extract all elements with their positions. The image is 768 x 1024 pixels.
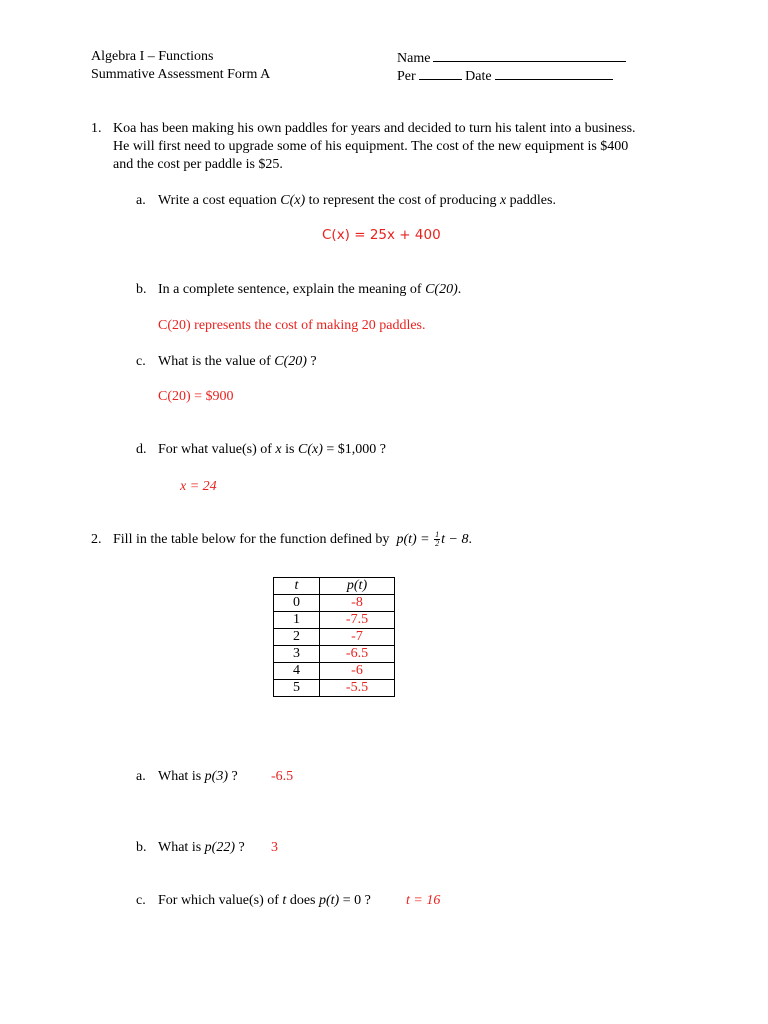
q2c-letter: c. [136, 893, 146, 908]
q1c-question: What is the value of C(20) ? [158, 354, 317, 369]
q1c-letter: c. [136, 354, 146, 369]
q1a-answer: C(x) = 25x + 400 [322, 227, 441, 243]
table-row [274, 646, 395, 663]
question-2-prompt: Fill in the table below for the function defined by p(t) = $\frac{1}{2}$ t − 8. [113, 530, 472, 549]
q2b-answer: 3 [271, 840, 278, 855]
table-header-t: t [274, 578, 320, 595]
table-header-row [274, 578, 395, 595]
table-cell-pt: -8 [320, 595, 395, 612]
q2a-question: What is p(3) ? [158, 769, 238, 784]
q2a-answer: -6.5 [271, 769, 294, 784]
per-blank[interactable] [419, 66, 462, 80]
name-blank[interactable] [433, 48, 626, 62]
q2a-letter: a. [136, 769, 146, 784]
q1b-letter: b. [136, 282, 147, 297]
q2b-question: What is p(22) ? [158, 840, 245, 855]
per-label: Per [397, 69, 416, 84]
assessment-form: Summative Assessment Form A [91, 67, 271, 82]
q2c-answer: t = 16 [406, 893, 441, 908]
table-header-pt: p(t) [320, 578, 395, 595]
table-cell-t: 0 [274, 595, 320, 612]
q1a-letter: a. [136, 193, 146, 208]
per-date-field[interactable] [397, 66, 613, 85]
q2c-question: For which value(s) of t does p(t) = 0 ? [158, 893, 371, 908]
table-cell-pt: -7.5 [320, 612, 395, 629]
function-table [273, 577, 395, 697]
table-cell-pt: -7 [320, 629, 395, 646]
q1d-question: For what value(s) of x is C(x) = $1,000 ? [158, 442, 386, 457]
question-1-number: 1. [91, 121, 102, 136]
fraction-one-half: $\frac{1}{2}$ [435, 530, 440, 549]
table-row [274, 595, 395, 612]
course-title: Algebra I – Functions [91, 49, 214, 64]
table-row [274, 612, 395, 629]
name-field[interactable] [397, 48, 626, 67]
table-cell-t: 2 [274, 629, 320, 646]
table-row [274, 629, 395, 646]
q1b-answer: C(20) represents the cost of making 20 paddles. [158, 318, 426, 333]
question-1-line-1: Koa has been making his own paddles for years and decided to turn his talent into a business. [113, 121, 636, 136]
function-definition: p(t) = $\frac{1}{2}$ t − 8 [396, 530, 469, 549]
table-row [274, 680, 395, 697]
question-2-number: 2. [91, 532, 102, 547]
question-1-line-3: and the cost per paddle is $25. [113, 157, 283, 172]
table-cell-pt: -6.5 [320, 646, 395, 663]
q1d-letter: d. [136, 442, 147, 457]
table-cell-pt: -6 [320, 663, 395, 680]
q1c-answer: C(20) = $900 [158, 389, 234, 404]
table-cell-t: 3 [274, 646, 320, 663]
q1d-answer: x = 24 [180, 479, 217, 494]
date-label: Date [465, 69, 492, 84]
q1a-question: Write a cost equation C(x) to represent the cost of producing x paddles. [158, 193, 556, 208]
q1b-question: In a complete sentence, explain the meaning of C(20). [158, 282, 462, 297]
table-cell-t: 4 [274, 663, 320, 680]
table-cell-pt: -5.5 [320, 680, 395, 697]
table-cell-t: 5 [274, 680, 320, 697]
q2b-letter: b. [136, 840, 147, 855]
date-blank[interactable] [495, 66, 613, 80]
question-1-line-2: He will first need to upgrade some of his equipment. The cost of the new equipment is $400 [113, 139, 629, 154]
table-row [274, 663, 395, 680]
name-label: Name [397, 51, 431, 66]
table-cell-t: 1 [274, 612, 320, 629]
